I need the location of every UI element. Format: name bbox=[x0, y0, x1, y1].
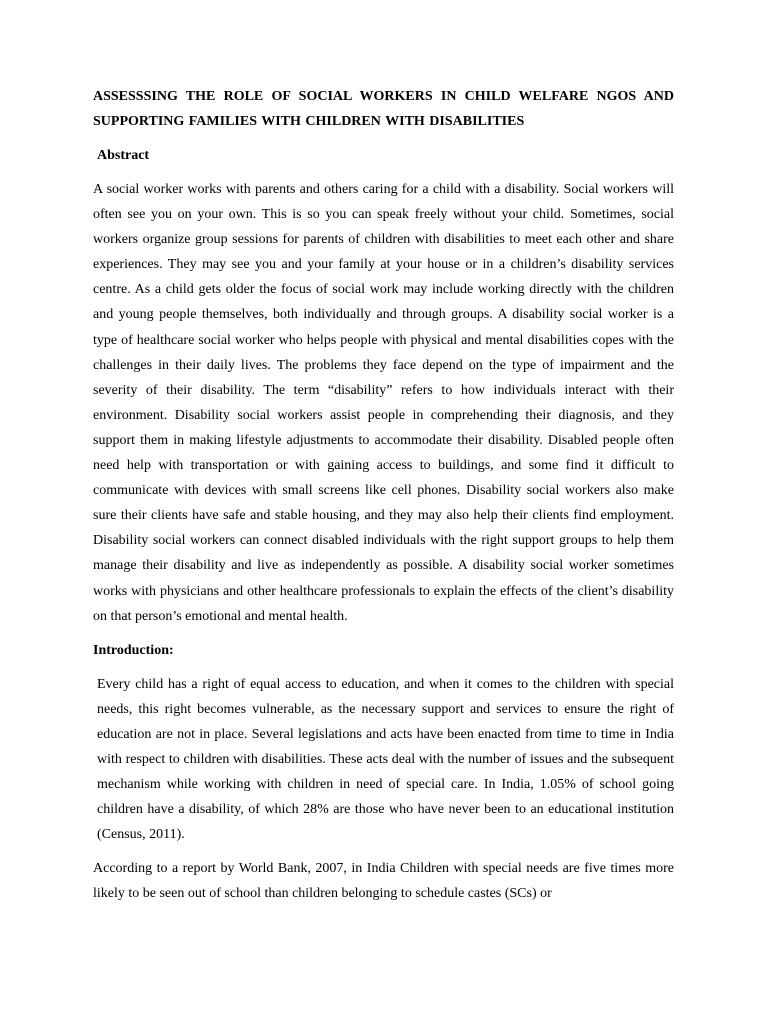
introduction-paragraph: Every child has a right of equal access to education, and when it comes to the children with special needs, this right becomes vulnerable, as the necessary support and services to ensure the right of education are not in place. Several legislations and acts have been enacted from time to time in India with respect to children with disabilities. These acts deal with the number of issues and the subsequent mechanism while working with children in need of special care. In India, 1.05% of school going children have a disability, of which 28% are those who have never been to an educational institution (Census, 2011). bbox=[97, 676, 674, 843]
abstract-heading: Abstract bbox=[97, 148, 150, 163]
document-title: ASSESSSING THE ROLE OF SOCIAL WORKERS IN CHILD WELFARE NGOS AND SUPPORTING FAMILIES WITH CHILDREN WITH DISABILITIES bbox=[93, 89, 674, 129]
introduction-heading: Introduction: bbox=[93, 642, 174, 658]
document-page bbox=[93, 84, 674, 907]
body-paragraph: According to a report by World Bank, 2007, in India Children with special needs are five times more likely to be seen out of school than children belonging to schedule castes (SCs) or bbox=[93, 861, 674, 902]
abstract-paragraph: A social worker works with parents and others caring for a child with a disability. Social workers will often see you on your own. This is so you can speak freely without your child. Sometimes, social workers organize group sessions for parents of children with disabilities to meet each other and share experiences. They may see you and your family at your house or in a children’s disability services centre. As a child gets older the focus of social work may include working directly with the children and young people themselves, both individually and through groups. A disability social worker is a type of healthcare social worker who helps people with physical and mental disabilities copes with the challenges in their daily lives. The problems they face depend on the type of impairment and the severity of their disability. The term “disability” refers to how individuals interact with their environment. Disability social workers assist people in comprehending their diagnosis, and they support them in making lifestyle adjustments to accommodate their disability. Disabled people often need help with transportation or with gaining access to buildings, and some find it difficult to communicate with devices with small screens like cell phones. Disability social workers also make sure their clients have safe and stable housing, and they may also help their clients find employment. Disability social workers can connect disabled individuals with the right support groups to help them manage their disability and live as independently as possible. A disability social worker sometimes works with physicians and other healthcare professionals to explain the effects of the client’s disability on that person’s emotional and mental health. bbox=[93, 182, 674, 624]
